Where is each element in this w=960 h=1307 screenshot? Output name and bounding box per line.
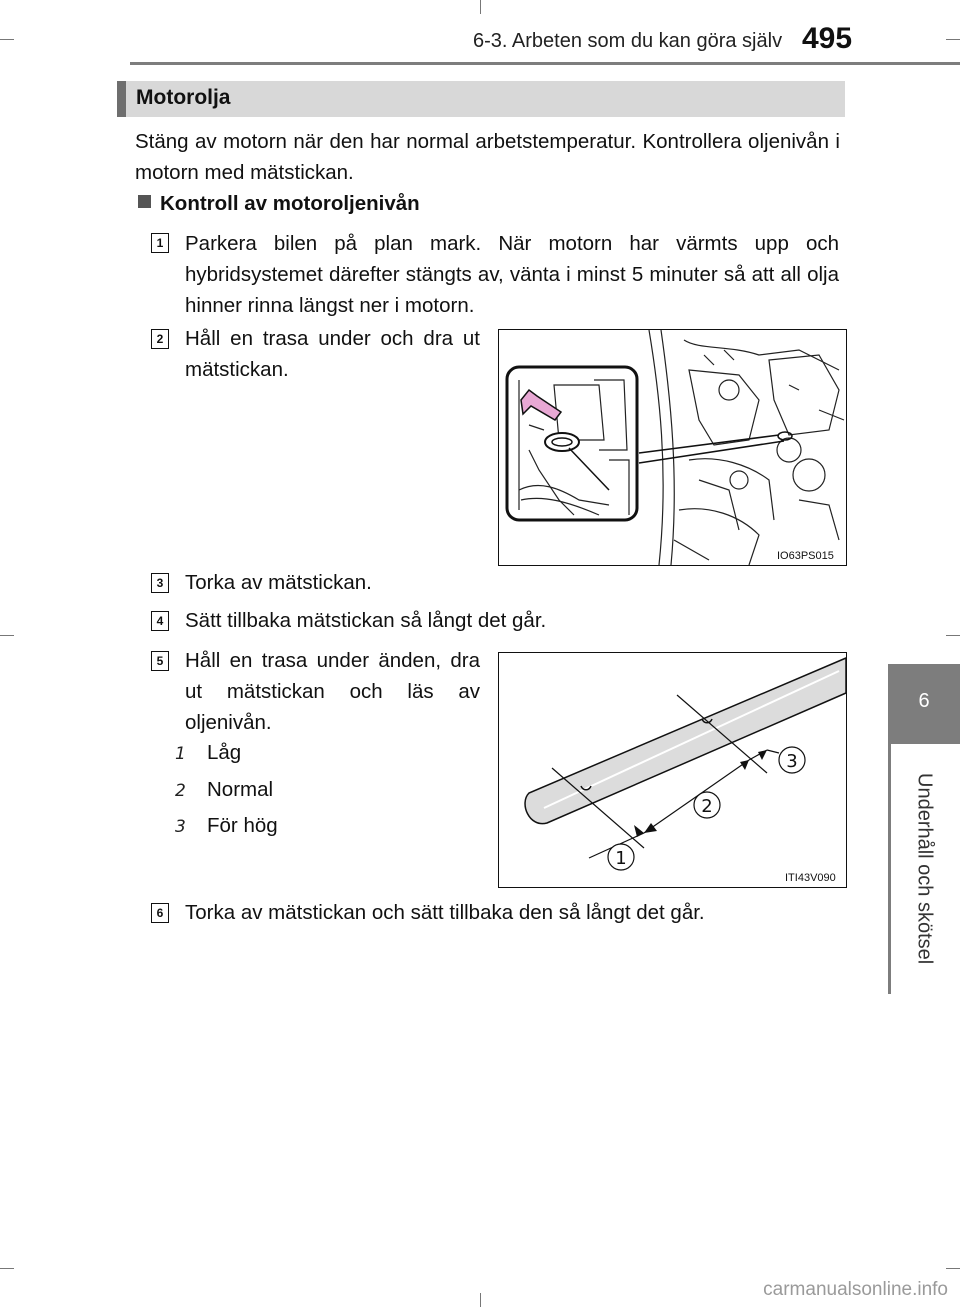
level-item (175, 814, 278, 838)
level-label: Normal (207, 778, 274, 801)
engine-illustration (499, 330, 846, 565)
step-number: 4 (151, 611, 169, 631)
figure-code: ITI43V090 (785, 872, 836, 884)
level-label: För hög (207, 814, 278, 837)
step-text: Håll en trasa under och dra ut mätstickan. (185, 327, 480, 381)
crop-mark (946, 39, 960, 40)
crop-mark (0, 39, 14, 40)
side-tab-label-wrap (888, 744, 960, 994)
step-text: Sätt tillbaka mätstickan så långt det går. (185, 609, 547, 632)
engine-figure (498, 329, 847, 566)
page-number: 495 (802, 22, 853, 55)
dipstick-figure (498, 652, 847, 888)
step-number: 3 (151, 573, 169, 593)
step-number: 2 (151, 329, 169, 349)
step-text: Parkera bilen på plan mark. När motorn har värmts upp och hybridsystemet därefter stängts av, vänta i minst 5 minuter så att all olja hinner rinna längst ner i motorn. (185, 232, 839, 317)
level-label: Låg (207, 741, 242, 764)
level-number: 1 (175, 744, 186, 764)
step-number: 5 (151, 651, 169, 671)
watermark: carmanualsonline.info (763, 1279, 948, 1300)
section-title-accent (117, 81, 126, 117)
step-text: Torka av mätstickan. (185, 571, 372, 594)
side-tab-number: 6 (918, 690, 930, 712)
step-text: Håll en trasa under änden, dra ut mätstickan och läs av oljenivån. (185, 649, 480, 734)
figure-code: IO63PS015 (777, 550, 834, 562)
callout-number: 2 (701, 796, 713, 817)
square-bullet-icon (138, 195, 151, 208)
step-number: 1 (151, 233, 169, 253)
callout-number: 1 (615, 848, 627, 869)
dipstick-illustration (499, 653, 846, 887)
step-text: Torka av mätstickan och sätt tillbaka den så långt det går. (185, 901, 705, 924)
crop-mark (480, 0, 481, 14)
crop-mark (480, 1293, 481, 1307)
header-rule (130, 62, 960, 65)
chapter-title: 6-3. Arbeten som du kan göra själv (473, 30, 783, 52)
callout-number: 3 (786, 751, 798, 772)
crop-mark (0, 635, 14, 636)
subheading (138, 192, 420, 216)
crop-mark (946, 1268, 960, 1269)
level-number: 2 (175, 781, 186, 801)
level-item (175, 741, 241, 765)
step-number: 6 (151, 903, 169, 923)
side-tab-label: Underhåll och skötsel (913, 773, 936, 965)
section-title: Motorolja (136, 86, 231, 109)
intro-paragraph: Stäng av motorn när den har normal arbetstemperatur. Kontrollera oljenivån i motorn med mätstickan. (135, 130, 840, 184)
crop-mark (946, 635, 960, 636)
level-number: 3 (175, 817, 186, 837)
level-item (175, 778, 273, 802)
subheading-text: Kontroll av motoroljenivån (160, 192, 420, 215)
crop-mark (0, 1268, 14, 1269)
